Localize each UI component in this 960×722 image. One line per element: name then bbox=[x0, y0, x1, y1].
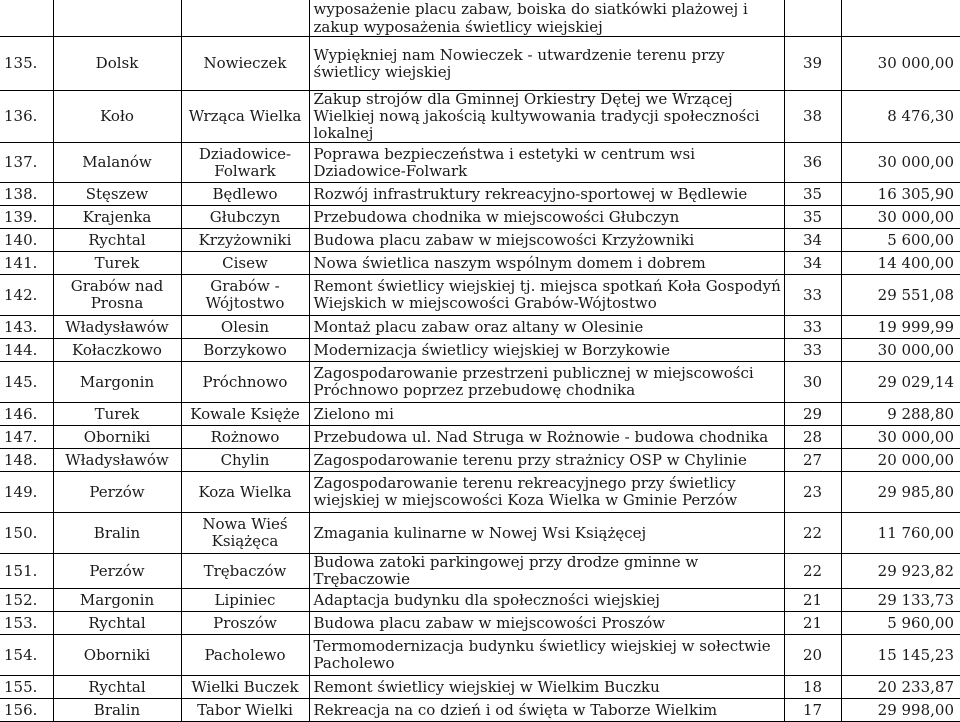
table-row bbox=[0, 472, 960, 513]
cell-punkty: 18 bbox=[784, 676, 841, 699]
cell-nr: 140. bbox=[0, 229, 53, 252]
cell-opis: Adaptacja budynku dla społeczności wiejskiej bbox=[309, 589, 784, 612]
table-row bbox=[0, 206, 960, 229]
cell-gmina: Perzów bbox=[53, 554, 181, 589]
cell-nr: 155. bbox=[0, 676, 53, 699]
cell-gmina: Oborniki bbox=[53, 426, 181, 449]
cell-nr: 147. bbox=[0, 426, 53, 449]
table-row bbox=[0, 362, 960, 403]
cell-gmina: Turek bbox=[53, 403, 181, 426]
cell-opis: wyposażenie placu zabaw, boiska do siatkówki plażowej i zakup wyposażenia świetlicy wiejskiej bbox=[309, 0, 784, 37]
cell-gmina: Margonin bbox=[53, 589, 181, 612]
cell-nr: 156. bbox=[0, 699, 53, 722]
table-row bbox=[0, 339, 960, 362]
cell-opis: Przebudowa chodnika w miejscowości Głubczyn bbox=[309, 206, 784, 229]
cell-punkty: 17 bbox=[784, 699, 841, 722]
cell-kwota: 30 000,00 bbox=[841, 426, 960, 449]
cell-nr: 152. bbox=[0, 589, 53, 612]
table-row bbox=[0, 183, 960, 206]
cell-nr: 142. bbox=[0, 275, 53, 316]
cell-gmina: Rychtal bbox=[53, 676, 181, 699]
cell-opis: Wypiękniej nam Nowieczek - utwardzenie terenu przy świetlicy wiejskiej bbox=[309, 37, 784, 91]
cell-nr: 138. bbox=[0, 183, 53, 206]
cell-solectwo: Cisew bbox=[181, 252, 309, 275]
table-row bbox=[0, 449, 960, 472]
cell-solectwo: Grabów - Wójtostwo bbox=[181, 275, 309, 316]
cell-solectwo: Krzyżowniki bbox=[181, 229, 309, 252]
cell-punkty: 39 bbox=[784, 37, 841, 91]
cell-nr: 143. bbox=[0, 316, 53, 339]
cell-kwota: 11 760,00 bbox=[841, 513, 960, 554]
cell-kwota: 30 000,00 bbox=[841, 206, 960, 229]
cell-gmina: Rychtal bbox=[53, 612, 181, 635]
cell-gmina: Władysławów bbox=[53, 449, 181, 472]
cell-punkty: 29 bbox=[784, 403, 841, 426]
table-row bbox=[0, 275, 960, 316]
cell-solectwo: Trębaczów bbox=[181, 554, 309, 589]
table-row bbox=[0, 143, 960, 183]
cell-opis: Modernizacja świetlicy wiejskiej w Borzykowie bbox=[309, 339, 784, 362]
cell-kwota: 19 999,99 bbox=[841, 316, 960, 339]
cell-kwota: 29 985,80 bbox=[841, 472, 960, 513]
cell-solectwo: Dziadowice-Folwark bbox=[181, 143, 309, 183]
cell-punkty: 35 bbox=[784, 183, 841, 206]
cell-opis: Zakup strojów dla Gminnej Orkiestry Dętej we Wrzącej Wielkiej nową jakością kultywowania tradycji społeczności lokalnej bbox=[309, 91, 784, 143]
cell-gmina: Władysławów bbox=[53, 316, 181, 339]
cell-kwota: 15 145,23 bbox=[841, 635, 960, 676]
cell-punkty: 30 bbox=[784, 362, 841, 403]
table-row bbox=[0, 91, 960, 143]
cell-solectwo: Rożnowo bbox=[181, 426, 309, 449]
cell-punkty: 33 bbox=[784, 275, 841, 316]
cell-nr bbox=[0, 0, 53, 37]
cell-solectwo bbox=[181, 0, 309, 37]
cell-gmina: Krajenka bbox=[53, 206, 181, 229]
cell-gmina: Rychtal bbox=[53, 229, 181, 252]
cell-kwota: 5 600,00 bbox=[841, 229, 960, 252]
cell-solectwo: Borzykowo bbox=[181, 339, 309, 362]
cell-opis: Przebudowa ul. Nad Struga w Rożnowie - budowa chodnika bbox=[309, 426, 784, 449]
cell-kwota: 30 000,00 bbox=[841, 37, 960, 91]
table-row bbox=[0, 676, 960, 699]
cell-nr: 151. bbox=[0, 554, 53, 589]
table-row bbox=[0, 513, 960, 554]
cell-solectwo: Nowa Wieś Książęca bbox=[181, 513, 309, 554]
cell-punkty: 38 bbox=[784, 91, 841, 143]
cell-opis: Remont świetlicy wiejskiej w Wielkim Buczku bbox=[309, 676, 784, 699]
cell-kwota: 14 400,00 bbox=[841, 252, 960, 275]
cell-punkty: 21 bbox=[784, 612, 841, 635]
cell-gmina: Stęszew bbox=[53, 183, 181, 206]
cell-gmina: Koło bbox=[53, 91, 181, 143]
table-row-partial bbox=[0, 0, 960, 37]
cell-nr: 141. bbox=[0, 252, 53, 275]
table-row bbox=[0, 252, 960, 275]
cell-solectwo: Wielki Buczek bbox=[181, 676, 309, 699]
cell-opis: Rozwój infrastruktury rekreacyjno-sportowej w Będlewie bbox=[309, 183, 784, 206]
cell-kwota: 8 476,30 bbox=[841, 91, 960, 143]
cell-solectwo: Proszów bbox=[181, 612, 309, 635]
cell-nr: 137. bbox=[0, 143, 53, 183]
cell-solectwo: Próchnowo bbox=[181, 362, 309, 403]
cell-nr: 144. bbox=[0, 339, 53, 362]
cell-solectwo: Nowieczek bbox=[181, 37, 309, 91]
cell-nr: 149. bbox=[0, 472, 53, 513]
cell-solectwo: Tabor Wielki bbox=[181, 699, 309, 722]
cell-punkty: 36 bbox=[784, 143, 841, 183]
cell-punkty: 35 bbox=[784, 206, 841, 229]
cell-gmina: Bralin bbox=[53, 513, 181, 554]
cell-solectwo: Lipiniec bbox=[181, 589, 309, 612]
cell-nr: 146. bbox=[0, 403, 53, 426]
cell-punkty: 34 bbox=[784, 252, 841, 275]
cell-opis: Zagospodarowanie przestrzeni publicznej w miejscowości Próchnowo poprzez przebudowę chodnika bbox=[309, 362, 784, 403]
table-row bbox=[0, 589, 960, 612]
cell-kwota: 30 000,00 bbox=[841, 339, 960, 362]
cell-gmina: Turek bbox=[53, 252, 181, 275]
cell-kwota: 29 923,82 bbox=[841, 554, 960, 589]
cell-kwota: 5 960,00 bbox=[841, 612, 960, 635]
cell-opis: Budowa zatoki parkingowej przy drodze gminne w Trębaczowie bbox=[309, 554, 784, 589]
cell-kwota: 20 000,00 bbox=[841, 449, 960, 472]
table-row bbox=[0, 635, 960, 676]
table-row bbox=[0, 426, 960, 449]
cell-kwota: 30 000,00 bbox=[841, 143, 960, 183]
table-row bbox=[0, 403, 960, 426]
cell-nr: 139. bbox=[0, 206, 53, 229]
cell-kwota: 29 029,14 bbox=[841, 362, 960, 403]
cell-solectwo: Chylin bbox=[181, 449, 309, 472]
cell-gmina: Oborniki bbox=[53, 635, 181, 676]
cell-gmina bbox=[53, 0, 181, 37]
cell-nr: 148. bbox=[0, 449, 53, 472]
cell-solectwo: Pacholewo bbox=[181, 635, 309, 676]
cell-punkty: 28 bbox=[784, 426, 841, 449]
cell-solectwo: Głubczyn bbox=[181, 206, 309, 229]
cell-nr: 135. bbox=[0, 37, 53, 91]
table-row bbox=[0, 37, 960, 91]
cell-punkty: 33 bbox=[784, 339, 841, 362]
cell-opis: Budowa placu zabaw w miejscowości Proszów bbox=[309, 612, 784, 635]
cell-punkty: 27 bbox=[784, 449, 841, 472]
cell-punkty bbox=[784, 0, 841, 37]
cell-gmina: Bralin bbox=[53, 699, 181, 722]
table-row bbox=[0, 229, 960, 252]
cell-nr: 154. bbox=[0, 635, 53, 676]
cell-gmina: Kołaczkowo bbox=[53, 339, 181, 362]
cell-punkty: 21 bbox=[784, 589, 841, 612]
cell-opis: Zielono mi bbox=[309, 403, 784, 426]
cell-solectwo: Koza Wielka bbox=[181, 472, 309, 513]
cell-nr: 145. bbox=[0, 362, 53, 403]
cell-kwota: 29 551,08 bbox=[841, 275, 960, 316]
cell-nr: 136. bbox=[0, 91, 53, 143]
table-row bbox=[0, 316, 960, 339]
cell-kwota bbox=[841, 0, 960, 37]
cell-punkty: 22 bbox=[784, 513, 841, 554]
cell-opis: Budowa placu zabaw w miejscowości Krzyżowniki bbox=[309, 229, 784, 252]
cell-opis: Nowa świetlica naszym wspólnym domem i dobrem bbox=[309, 252, 784, 275]
cell-solectwo: Będlewo bbox=[181, 183, 309, 206]
cell-opis: Zagospodarowanie terenu rekreacyjnego przy świetlicy wiejskiej w miejscowości Koza Wielka w Gminie Perzów bbox=[309, 472, 784, 513]
cell-kwota: 16 305,90 bbox=[841, 183, 960, 206]
cell-opis: Poprawa bezpieczeństwa i estetyki w centrum wsi Dziadowice-Folwark bbox=[309, 143, 784, 183]
cell-opis: Rekreacja na co dzień i od święta w Taborze Wielkim bbox=[309, 699, 784, 722]
cell-punkty: 23 bbox=[784, 472, 841, 513]
cell-punkty: 33 bbox=[784, 316, 841, 339]
cell-opis: Zmagania kulinarne w Nowej Wsi Książęcej bbox=[309, 513, 784, 554]
cell-kwota: 29 133,73 bbox=[841, 589, 960, 612]
cell-solectwo: Olesin bbox=[181, 316, 309, 339]
cell-gmina: Dolsk bbox=[53, 37, 181, 91]
cell-nr: 153. bbox=[0, 612, 53, 635]
cell-opis: Zagospodarowanie terenu przy strażnicy OSP w Chylinie bbox=[309, 449, 784, 472]
cell-punkty: 20 bbox=[784, 635, 841, 676]
cell-kwota: 29 998,00 bbox=[841, 699, 960, 722]
cell-kwota: 20 233,87 bbox=[841, 676, 960, 699]
cell-opis: Montaż placu zabaw oraz altany w Olesinie bbox=[309, 316, 784, 339]
cell-gmina: Malanów bbox=[53, 143, 181, 183]
cell-opis: Remont świetlicy wiejskiej tj. miejsca spotkań Koła Gospodyń Wiejskich w miejscowości Grabów-Wójtostwo bbox=[309, 275, 784, 316]
cell-nr: 150. bbox=[0, 513, 53, 554]
cell-punkty: 22 bbox=[784, 554, 841, 589]
table-row bbox=[0, 699, 960, 722]
table-row bbox=[0, 612, 960, 635]
cell-kwota: 9 288,80 bbox=[841, 403, 960, 426]
cell-opis: Termomodernizacja budynku świetlicy wiejskiej w sołectwie Pacholewo bbox=[309, 635, 784, 676]
cell-solectwo: Wrząca Wielka bbox=[181, 91, 309, 143]
cell-solectwo: Kowale Księże bbox=[181, 403, 309, 426]
cell-gmina: Grabów nad Prosna bbox=[53, 275, 181, 316]
table-row bbox=[0, 554, 960, 589]
cell-gmina: Margonin bbox=[53, 362, 181, 403]
cell-gmina: Perzów bbox=[53, 472, 181, 513]
cell-punkty: 34 bbox=[784, 229, 841, 252]
